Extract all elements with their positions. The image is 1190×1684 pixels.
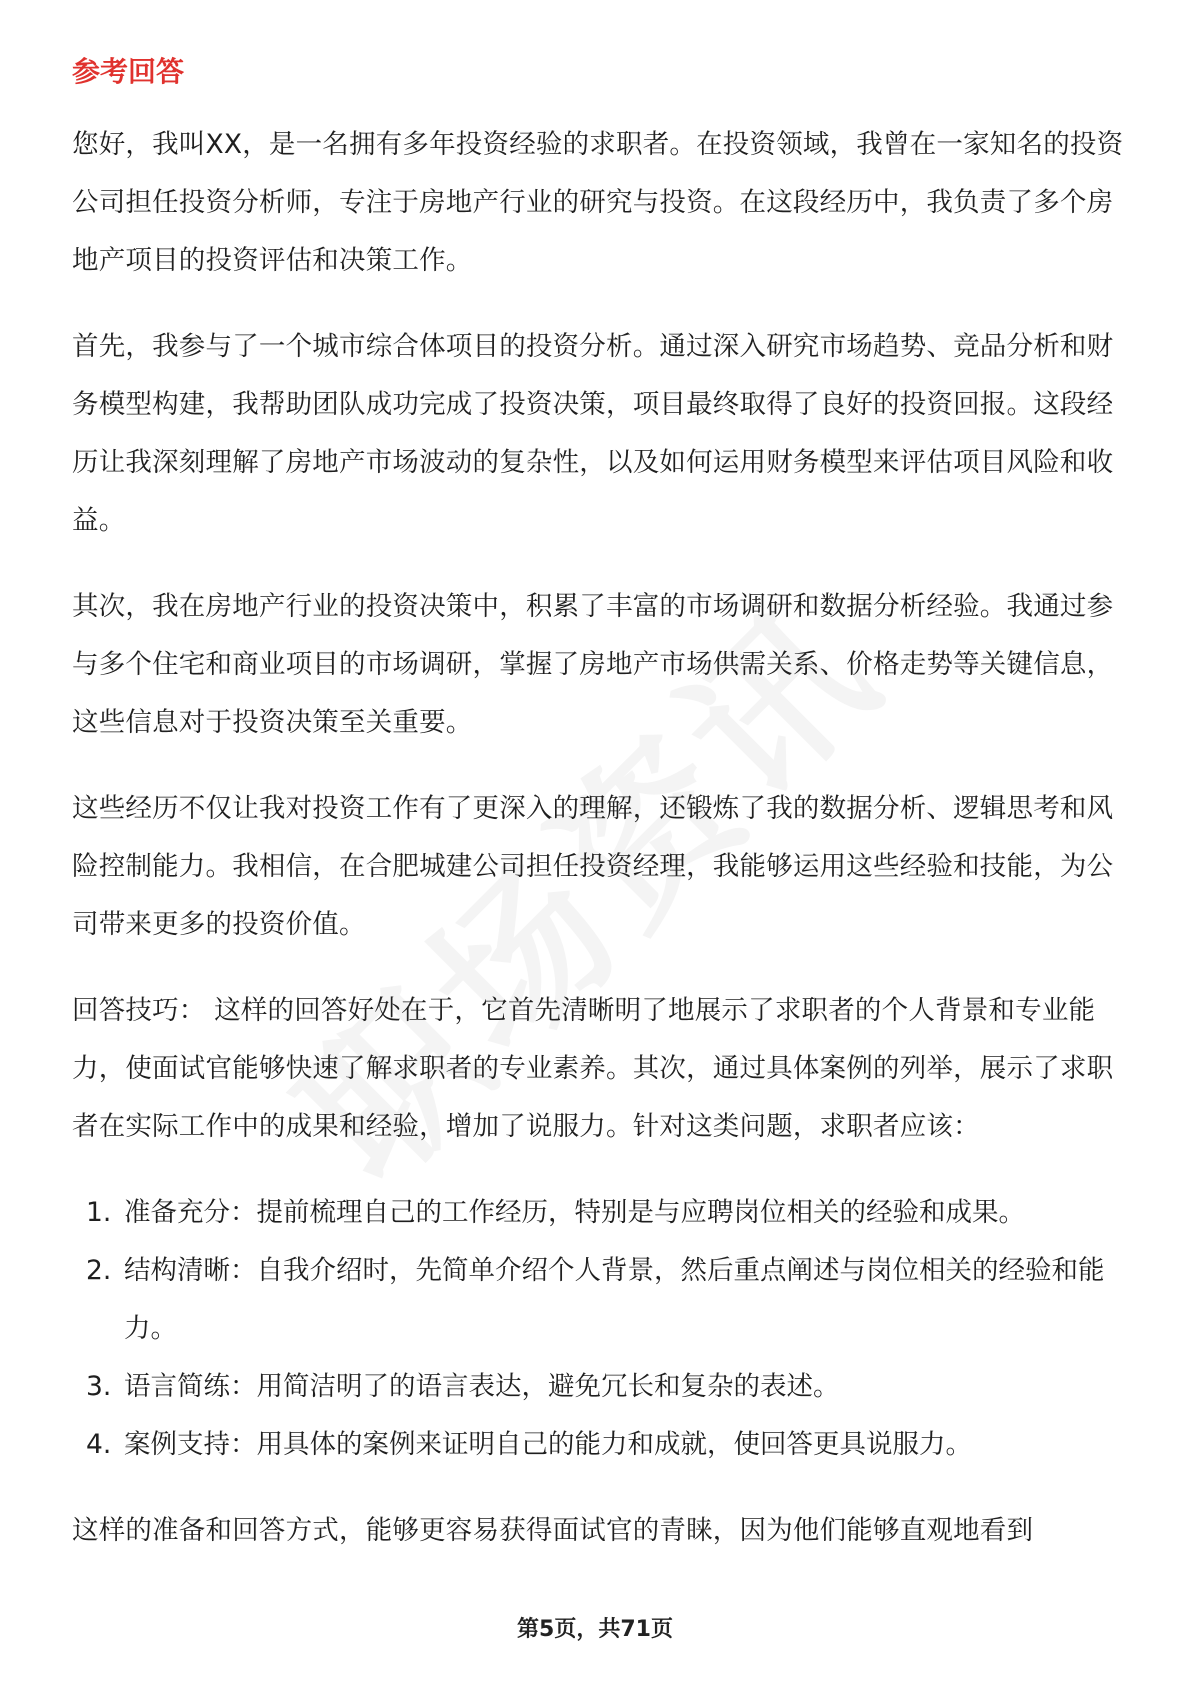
list-item: [72, 1184, 1124, 1242]
list-item-number: 4.: [86, 1429, 112, 1460]
section-heading: 参考回答: [72, 55, 185, 88]
paragraph-first: 首先，我参与了一个城市综合体项目的投资分析。通过深入研究市场趋势、竞品分析和财务模型构建，我帮助团队成功完成了投资决策，项目最终取得了良好的投资回报。这段经历让我深刻理解了房地产市场波动的复杂性，以及如何运用财务模型来评估项目风险和收益。: [72, 331, 1114, 536]
paragraph-summary: 这些经历不仅让我对投资工作有了更深入的理解，还锻炼了我的数据分析、逻辑思考和风险控制能力。我相信，在合肥城建公司担任投资经理，我能够运用这些经验和技能，为公司带来更多的投资价值。: [72, 793, 1114, 940]
list-item-number: 2.: [86, 1255, 112, 1286]
list-item-number: 1.: [86, 1197, 112, 1228]
list-item: [72, 1416, 1124, 1474]
paragraph-tips-intro: 回答技巧： 这样的回答好处在于，它首先清晰明了地展示了求职者的个人背景和专业能力，使面试官能够快速了解求职者的专业素养。其次，通过具体案例的列举，展示了求职者在实际工作中的成果和经验，增加了说服力。针对这类问题，求职者应该：: [72, 995, 1114, 1142]
list-item-text: 结构清晰：自我介绍时，先简单介绍个人背景，然后重点阐述与岗位相关的经验和能力。: [124, 1255, 1105, 1344]
list-item-text: 准备充分：提前梳理自己的工作经历，特别是与应聘岗位相关的经验和成果。: [124, 1197, 1025, 1228]
paragraph-intro: 您好，我叫XX，是一名拥有多年投资经验的求职者。在投资领域，我曾在一家知名的投资公司担任投资分析师，专注于房地产行业的研究与投资。在这段经历中，我负责了多个房地产项目的投资评估和决策工作。: [72, 129, 1124, 276]
list-item: [72, 1242, 1124, 1358]
list-item-number: 3.: [86, 1371, 112, 1402]
list-item: [72, 1358, 1124, 1416]
list-item-text: 案例支持：用具体的案例来证明自己的能力和成就，使回答更具说服力。: [124, 1429, 972, 1460]
list-item-text: 语言简练：用简洁明了的语言表达，避免冗长和复杂的表述。: [124, 1371, 840, 1402]
tips-list: [72, 1184, 1124, 1474]
paragraph-closing: 这样的准备和回答方式，能够更容易获得面试官的青睐，因为他们能够直观地看到: [72, 1515, 1034, 1546]
page-number: 第5页，共71页: [517, 1617, 673, 1642]
document-page: [72, 48, 1124, 1588]
paragraph-second: 其次，我在房地产行业的投资决策中，积累了丰富的市场调研和数据分析经验。我通过参与多个住宅和商业项目的市场调研，掌握了房地产市场供需关系、价格走势等关键信息，这些信息对于投资决策至关重要。: [72, 591, 1114, 738]
